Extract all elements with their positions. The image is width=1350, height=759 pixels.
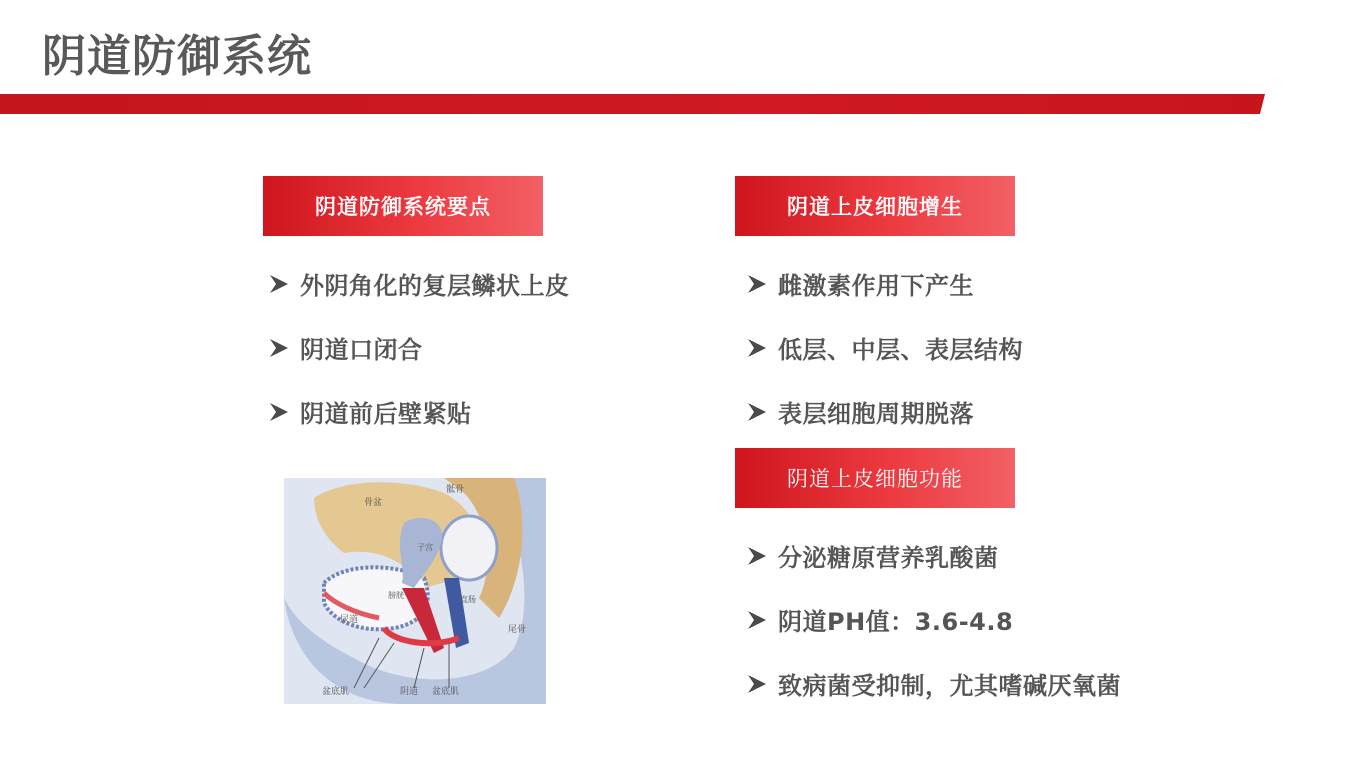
list-item-text: 表层细胞周期脱落: [778, 400, 974, 428]
bullet-arrow-icon: [748, 403, 766, 421]
list-item-text: 致病菌受抑制，尤其嗜碱厌氧菌: [778, 672, 1121, 700]
list-item-text: 阴道PH值：3.6-4.8: [778, 608, 1014, 636]
bullet-arrow-icon: [748, 611, 766, 629]
list-item-text: 分泌糖原营养乳酸菌: [778, 544, 999, 572]
label-vagina: 阴道: [400, 687, 419, 697]
pelvic-anatomy-illustration: [284, 478, 546, 704]
list-item-text: 低层、中层、表层结构: [778, 336, 1023, 364]
bullet-arrow-icon: [270, 275, 288, 293]
list-item: [746, 666, 1121, 730]
label-coccyx: 尾骨: [508, 625, 527, 635]
list-item: [746, 266, 1023, 330]
label-pelvic-floor-right: 盆底肌: [432, 687, 460, 697]
label-urethra: 尿道: [340, 615, 359, 625]
label-uterus: 子宫: [417, 543, 433, 552]
epithelial-proliferation-heading: 阴道上皮细胞增生: [735, 176, 1015, 236]
bullet-arrow-icon: [270, 339, 288, 357]
list-item: [746, 330, 1023, 394]
label-sacrum: 骶骨: [446, 485, 465, 495]
defense-points-heading: 阴道防御系统要点: [263, 176, 543, 236]
list-item-text: 阴道前后壁紧贴: [300, 400, 472, 428]
bullet-arrow-icon: [748, 547, 766, 565]
bullet-arrow-icon: [748, 339, 766, 357]
bullet-arrow-icon: [270, 403, 288, 421]
list-item-text: 阴道口闭合: [300, 336, 423, 364]
list-item: [746, 538, 1121, 602]
list-item-text: 外阴角化的复层鳞状上皮: [300, 272, 570, 300]
list-item-text: 雌激素作用下产生: [778, 272, 974, 300]
bullet-arrow-icon: [748, 675, 766, 693]
epithelial-function-list: [746, 538, 1121, 730]
label-rectum: 直肠: [460, 595, 476, 604]
title-divider-bar: [0, 94, 1265, 114]
label-bladder: 膀胱: [388, 591, 404, 600]
bullet-arrow-icon: [748, 275, 766, 293]
list-item: [268, 394, 570, 458]
defense-points-list: [268, 266, 570, 458]
list-item: [746, 602, 1121, 666]
list-item: [268, 266, 570, 330]
epithelial-proliferation-list: [746, 266, 1023, 458]
label-pelvis: 骨盆: [364, 498, 383, 508]
label-pelvic-floor-left: 盆底肌: [322, 687, 350, 697]
epithelial-function-heading: 阴道上皮细胞功能: [735, 448, 1015, 508]
page-title: 阴道防御系统: [42, 31, 312, 82]
list-item: [268, 330, 570, 394]
